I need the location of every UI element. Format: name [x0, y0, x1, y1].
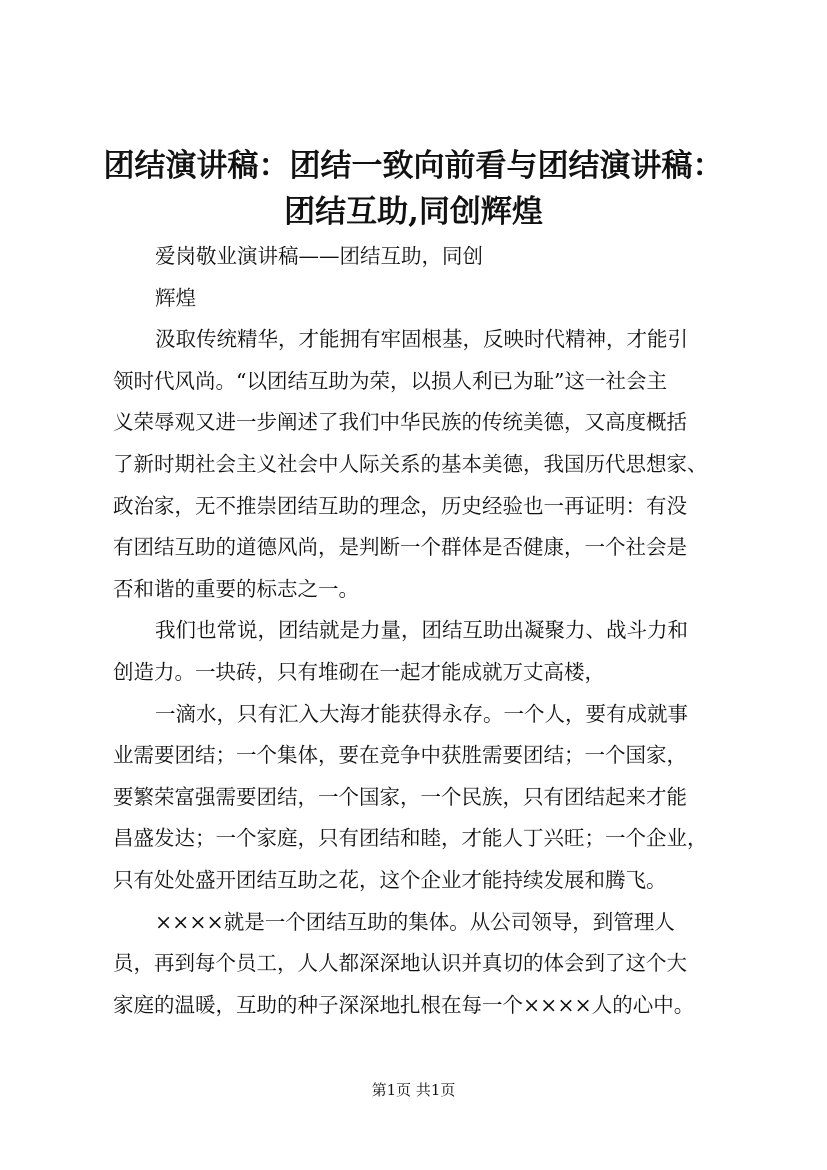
text-line: 业需要团结；一个集体，要在竞争中获胜需要团结；一个国家，: [113, 743, 687, 768]
document-title: [60, 143, 767, 235]
text-line: 昌盛发达；一个家庭，只有团结和睦，才能人丁兴旺；一个企业，: [113, 826, 708, 851]
text-line: 领时代风尚。“以团结互助为荣，以损人利已为耻”这一社会主: [113, 368, 667, 393]
text-line: 爱岗敬业演讲稿——团结互助，同创: [155, 244, 483, 268]
text-line: 否和谐的重要的标志之一。: [113, 576, 359, 601]
title-line: 团结互助,同创辉煌: [284, 194, 543, 230]
text-line: 家庭的温暖，互助的种子深深地扎根在每一个××××人的心中。: [113, 992, 695, 1017]
text-line: 辉煌: [155, 285, 196, 310]
text-line: 一滴水，只有汇入大海才能获得永存。一个人，要有成就事: [155, 701, 688, 726]
text-line: ××××就是一个团结互助的集体。从公司领导，到管理人: [155, 909, 675, 934]
text-line: 员，再到每个员工，人人都深深地认识并真切的体会到了这个大: [113, 951, 687, 976]
text-line: 了新时期社会主义社会中人际关系的基本美德，我国历代思想家、: [113, 451, 708, 476]
text-line: 有团结互助的道德风尚，是判断一个群体是否健康，一个社会是: [113, 535, 687, 560]
text-line: 政治家，无不推崇团结互助的理念，历史经验也一再证明：有没: [113, 493, 687, 518]
text-line: 汲取传统精华，才能拥有牢固根基，反映时代精神，才能引: [155, 327, 688, 352]
text-line: 我们也常说，团结就是力量，团结互助出凝聚力、战斗力和: [155, 618, 688, 643]
text-line: 只有处处盛开团结互助之花，这个企业才能持续发展和腾飞。: [113, 867, 667, 892]
title-line: 团结演讲稿：团结一致向前看与团结演讲稿：: [103, 148, 724, 184]
page-footer: 第1页 共1页: [371, 1081, 456, 1099]
text-line: 要繁荣富强需要团结，一个国家，一个民族，只有团结起来才能: [113, 784, 687, 809]
document-body: [113, 236, 743, 1026]
text-line: 义荣辱观又进一步阐述了我们中华民族的传统美德，又高度概括: [113, 410, 687, 435]
text-line: 创造力。一块砖，只有堆砌在一起才能成就万丈高楼，: [113, 659, 605, 684]
